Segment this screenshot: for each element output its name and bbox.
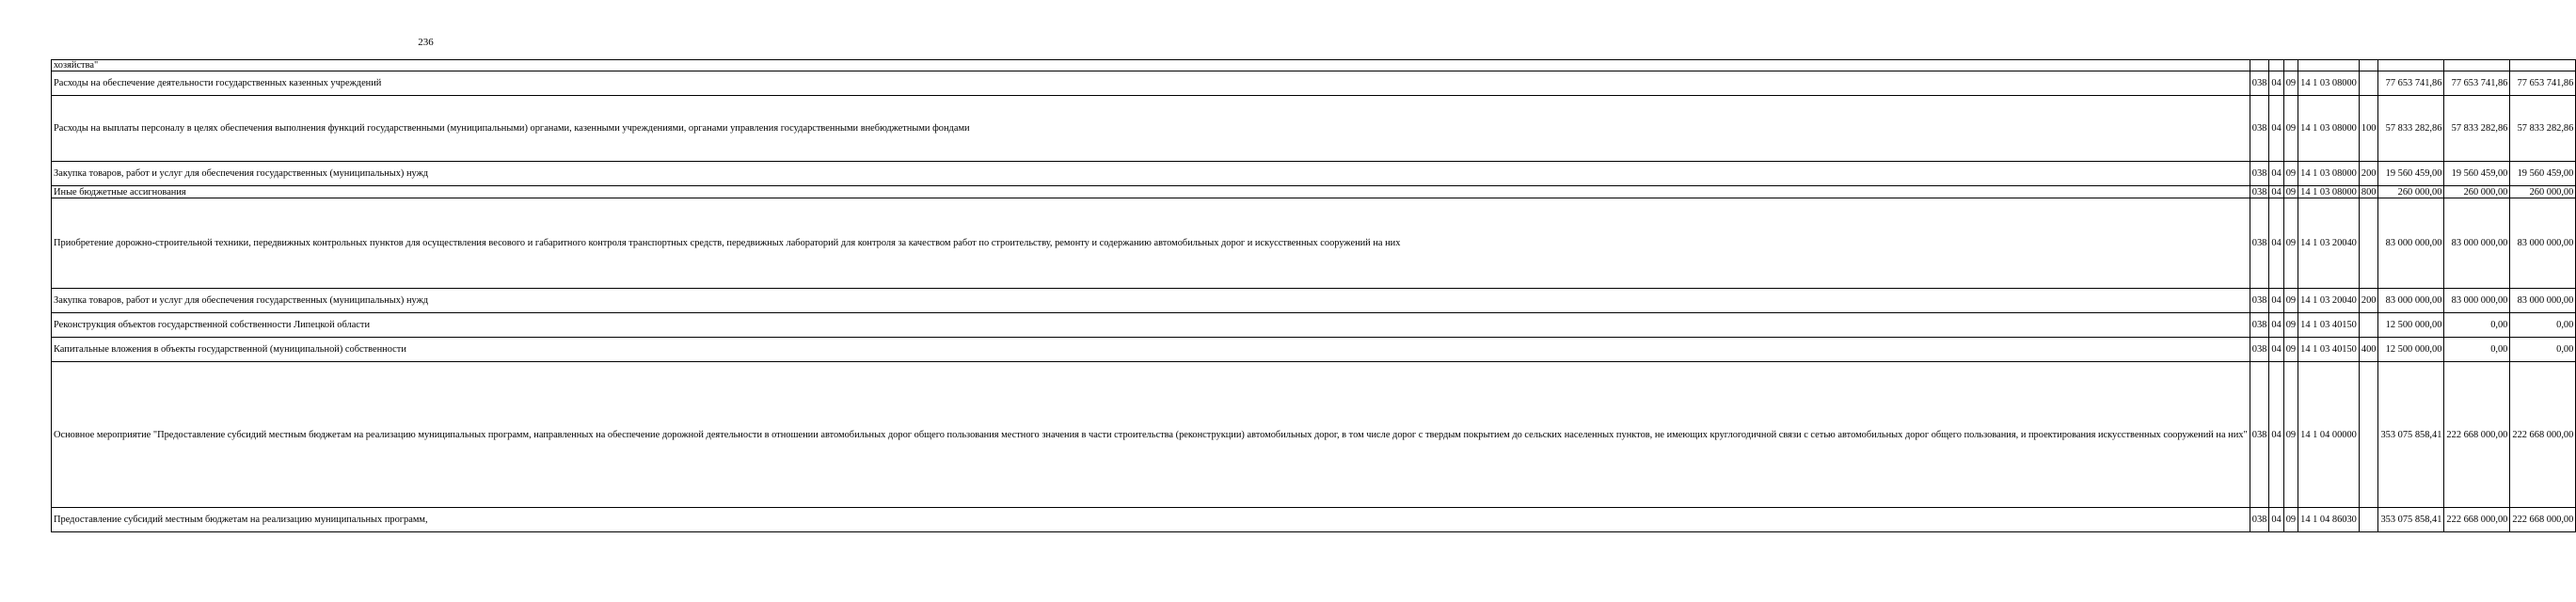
section-code: 04	[2269, 198, 2283, 289]
section-code: 04	[2269, 313, 2283, 338]
row-name: Расходы на выплаты персоналу в целях обеспечения выполнения функций государственными (муниципальными) органами, казенными учреждениями, органами управления государственными внебюджетными фондами	[52, 96, 2250, 162]
amount-year-3: 83 000 000,00	[2510, 198, 2576, 289]
ministry-code: 038	[2250, 508, 2269, 532]
amount-year-1: 57 833 282,86	[2378, 96, 2444, 162]
section-code: 04	[2269, 338, 2283, 362]
amount-year-2: 0,00	[2444, 338, 2510, 362]
amount-year-1: 19 560 459,00	[2378, 162, 2444, 186]
subsection-code: 09	[2283, 71, 2298, 96]
table-row	[52, 60, 2576, 71]
amount-year-2: 83 000 000,00	[2444, 289, 2510, 313]
page-number: 236	[418, 37, 434, 48]
table-row	[52, 198, 2576, 289]
row-name: Основное мероприятие "Предоставление субсидий местным бюджетам на реализацию муниципальных программ, направленных на обеспечение дорожной деятельности в отношении автомобильных дорог общего пользования местного значения в части строительства (реконструкции) автомобильных дорог, в том числе дорог с твердым покрытием до сельских населенных пунктов, не имеющих круглогодичной связи с сетью автомобильных дорог общего пользования, и проектирования искусственных сооружений на них"	[52, 362, 2250, 508]
ministry-code: 038	[2250, 96, 2269, 162]
subsection-code: 09	[2283, 508, 2298, 532]
subsection-code: 09	[2283, 162, 2298, 186]
table-row	[52, 362, 2576, 508]
target-article-code: 14 1 03 08000	[2298, 96, 2360, 162]
subsection-code: 09	[2283, 362, 2298, 508]
amount-year-3: 77 653 741,86	[2510, 71, 2576, 96]
amount-year-1: 83 000 000,00	[2378, 198, 2444, 289]
amount-year-2: 83 000 000,00	[2444, 198, 2510, 289]
table-row	[52, 338, 2576, 362]
amount-year-2: 57 833 282,86	[2444, 96, 2510, 162]
amount-year-3: 83 000 000,00	[2510, 289, 2576, 313]
row-name: Реконструкция объектов государственной собственности Липецкой области	[52, 313, 2250, 338]
expense-type-code	[2359, 508, 2378, 532]
ministry-code: 038	[2250, 198, 2269, 289]
expense-type-code	[2359, 71, 2378, 96]
expense-type-code	[2359, 313, 2378, 338]
row-name: Иные бюджетные ассигнования	[52, 186, 2250, 198]
row-name: Закупка товаров, работ и услуг для обеспечения государственных (муниципальных) нужд	[52, 162, 2250, 186]
row-name: Расходы на обеспечение деятельности государственных казенных учреждений	[52, 71, 2250, 96]
amount-year-3: 0,00	[2510, 338, 2576, 362]
amount-year-3: 19 560 459,00	[2510, 162, 2576, 186]
amount-year-2: 0,00	[2444, 313, 2510, 338]
amount-year-1: 77 653 741,86	[2378, 71, 2444, 96]
amount-year-1: 12 500 000,00	[2378, 313, 2444, 338]
section-code: 04	[2269, 508, 2283, 532]
amount-year-3: 0,00	[2510, 313, 2576, 338]
section-code: 04	[2269, 96, 2283, 162]
table-row	[52, 186, 2576, 198]
ministry-code: 038	[2250, 71, 2269, 96]
expense-type-code	[2359, 60, 2378, 71]
amount-year-1: 353 075 858,41	[2378, 362, 2444, 508]
target-article-code: 14 1 04 86030	[2298, 508, 2360, 532]
ministry-code: 038	[2250, 338, 2269, 362]
amount-year-2: 260 000,00	[2444, 186, 2510, 198]
table-row	[52, 289, 2576, 313]
target-article-code: 14 1 03 08000	[2298, 186, 2360, 198]
ministry-code: 038	[2250, 362, 2269, 508]
amount-year-2: 77 653 741,86	[2444, 71, 2510, 96]
amount-year-2: 19 560 459,00	[2444, 162, 2510, 186]
table-row	[52, 162, 2576, 186]
subsection-code: 09	[2283, 313, 2298, 338]
subsection-code	[2283, 60, 2298, 71]
ministry-code: 038	[2250, 313, 2269, 338]
section-code: 04	[2269, 186, 2283, 198]
ministry-code: 038	[2250, 186, 2269, 198]
target-article-code: 14 1 03 40150	[2298, 338, 2360, 362]
amount-year-3: 57 833 282,86	[2510, 96, 2576, 162]
target-article-code: 14 1 03 20040	[2298, 198, 2360, 289]
row-name: Предоставление субсидий местным бюджетам на реализацию муниципальных программ,	[52, 508, 2250, 532]
ministry-code: 038	[2250, 289, 2269, 313]
ministry-code: 038	[2250, 162, 2269, 186]
target-article-code: 14 1 03 08000	[2298, 71, 2360, 96]
amount-year-1: 83 000 000,00	[2378, 289, 2444, 313]
table-row	[52, 71, 2576, 96]
section-code: 04	[2269, 362, 2283, 508]
amount-year-1	[2378, 60, 2444, 71]
amount-year-3: 222 668 000,00	[2510, 362, 2576, 508]
target-article-code: 14 1 03 40150	[2298, 313, 2360, 338]
expense-type-code: 200	[2359, 289, 2378, 313]
row-name: Закупка товаров, работ и услуг для обеспечения государственных (муниципальных) нужд	[52, 289, 2250, 313]
amount-year-1: 353 075 858,41	[2378, 508, 2444, 532]
table-row	[52, 313, 2576, 338]
amount-year-3: 222 668 000,00	[2510, 508, 2576, 532]
subsection-code: 09	[2283, 96, 2298, 162]
subsection-code: 09	[2283, 198, 2298, 289]
target-article-code: 14 1 03 08000	[2298, 162, 2360, 186]
subsection-code: 09	[2283, 186, 2298, 198]
subsection-code: 09	[2283, 338, 2298, 362]
row-name: хозяйства"	[52, 60, 2250, 71]
amount-year-2: 222 668 000,00	[2444, 508, 2510, 532]
section-code: 04	[2269, 289, 2283, 313]
amount-year-2: 222 668 000,00	[2444, 362, 2510, 508]
table-row	[52, 508, 2576, 532]
budget-table	[51, 59, 2576, 532]
expense-type-code: 800	[2359, 186, 2378, 198]
amount-year-1: 260 000,00	[2378, 186, 2444, 198]
row-name: Приобретение дорожно-строительной техники, передвижных контрольных пунктов для осуществления весового и габаритного контроля транспортных средств, передвижных лабораторий для контроля за качеством работ по строительству, ремонту и содержанию автомобильных дорог и искусственных сооружений на них	[52, 198, 2250, 289]
ministry-code	[2250, 60, 2269, 71]
expense-type-code: 100	[2359, 96, 2378, 162]
amount-year-2	[2444, 60, 2510, 71]
target-article-code: 14 1 04 00000	[2298, 362, 2360, 508]
section-code: 04	[2269, 71, 2283, 96]
target-article-code	[2298, 60, 2360, 71]
expense-type-code: 400	[2359, 338, 2378, 362]
subsection-code: 09	[2283, 289, 2298, 313]
section-code: 04	[2269, 162, 2283, 186]
amount-year-3	[2510, 60, 2576, 71]
expense-type-code	[2359, 362, 2378, 508]
table-row	[52, 96, 2576, 162]
target-article-code: 14 1 03 20040	[2298, 289, 2360, 313]
amount-year-1: 12 500 000,00	[2378, 338, 2444, 362]
expense-type-code: 200	[2359, 162, 2378, 186]
row-name: Капитальные вложения в объекты государственной (муниципальной) собственности	[52, 338, 2250, 362]
section-code	[2269, 60, 2283, 71]
amount-year-3: 260 000,00	[2510, 186, 2576, 198]
expense-type-code	[2359, 198, 2378, 289]
